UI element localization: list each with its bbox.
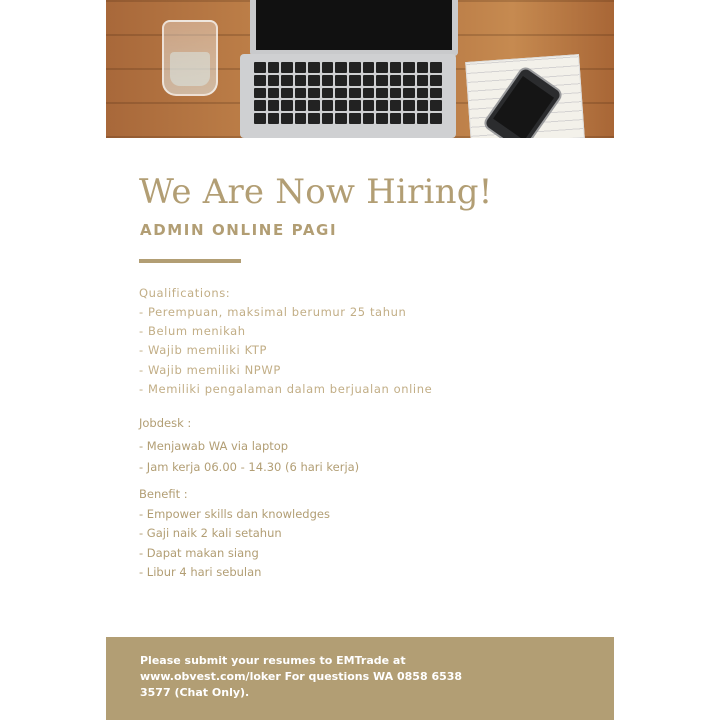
job-title: ADMIN ONLINE PAGI — [140, 221, 338, 239]
benefit-heading: Benefit : — [139, 487, 188, 501]
benefit-item: - Dapat makan siang — [139, 545, 259, 560]
benefit-section — [139, 487, 330, 582]
qualifications-heading: Qualifications: — [139, 286, 231, 300]
jobdesk-section — [139, 416, 359, 478]
footer-banner — [106, 637, 614, 720]
jobdesk-item: - Jam kerja 06.00 - 14.30 (6 hari kerja) — [139, 460, 360, 474]
header-photo — [106, 0, 614, 138]
laptop-keyboard — [240, 54, 456, 138]
qualification-item: - Wajib memiliki KTP — [139, 343, 268, 358]
jobdesk-item: - Menjawab WA via laptop — [139, 439, 289, 453]
footer-contact-text: Please submit your resumes to EMTrade at www.obvest.com/loker For questions WA 0858 6538 3577 (Chat Only). — [140, 654, 463, 699]
title-divider — [139, 259, 241, 263]
jobdesk-heading: Jobdesk : — [139, 416, 192, 430]
benefit-item: - Empower skills dan knowledges — [139, 507, 330, 521]
poster-title: We Are Now Hiring! — [139, 172, 493, 212]
hiring-poster — [106, 0, 614, 720]
water-glass-image — [162, 20, 218, 96]
qualifications-section — [139, 286, 432, 399]
benefit-item: - Gaji naik 2 kali setahun — [139, 526, 282, 541]
laptop-image — [240, 0, 456, 138]
qualification-item: - Perempuan, maksimal berumur 25 tahun — [139, 305, 407, 319]
benefit-item: - Libur 4 hari sebulan — [139, 564, 262, 579]
qualification-item: - Belum menikah — [139, 324, 246, 339]
qualification-item: - Wajib memiliki NPWP — [139, 362, 281, 377]
laptop-screen — [250, 0, 458, 56]
qualification-item: - Memiliki pengalaman dalam berjualan online — [139, 381, 433, 396]
